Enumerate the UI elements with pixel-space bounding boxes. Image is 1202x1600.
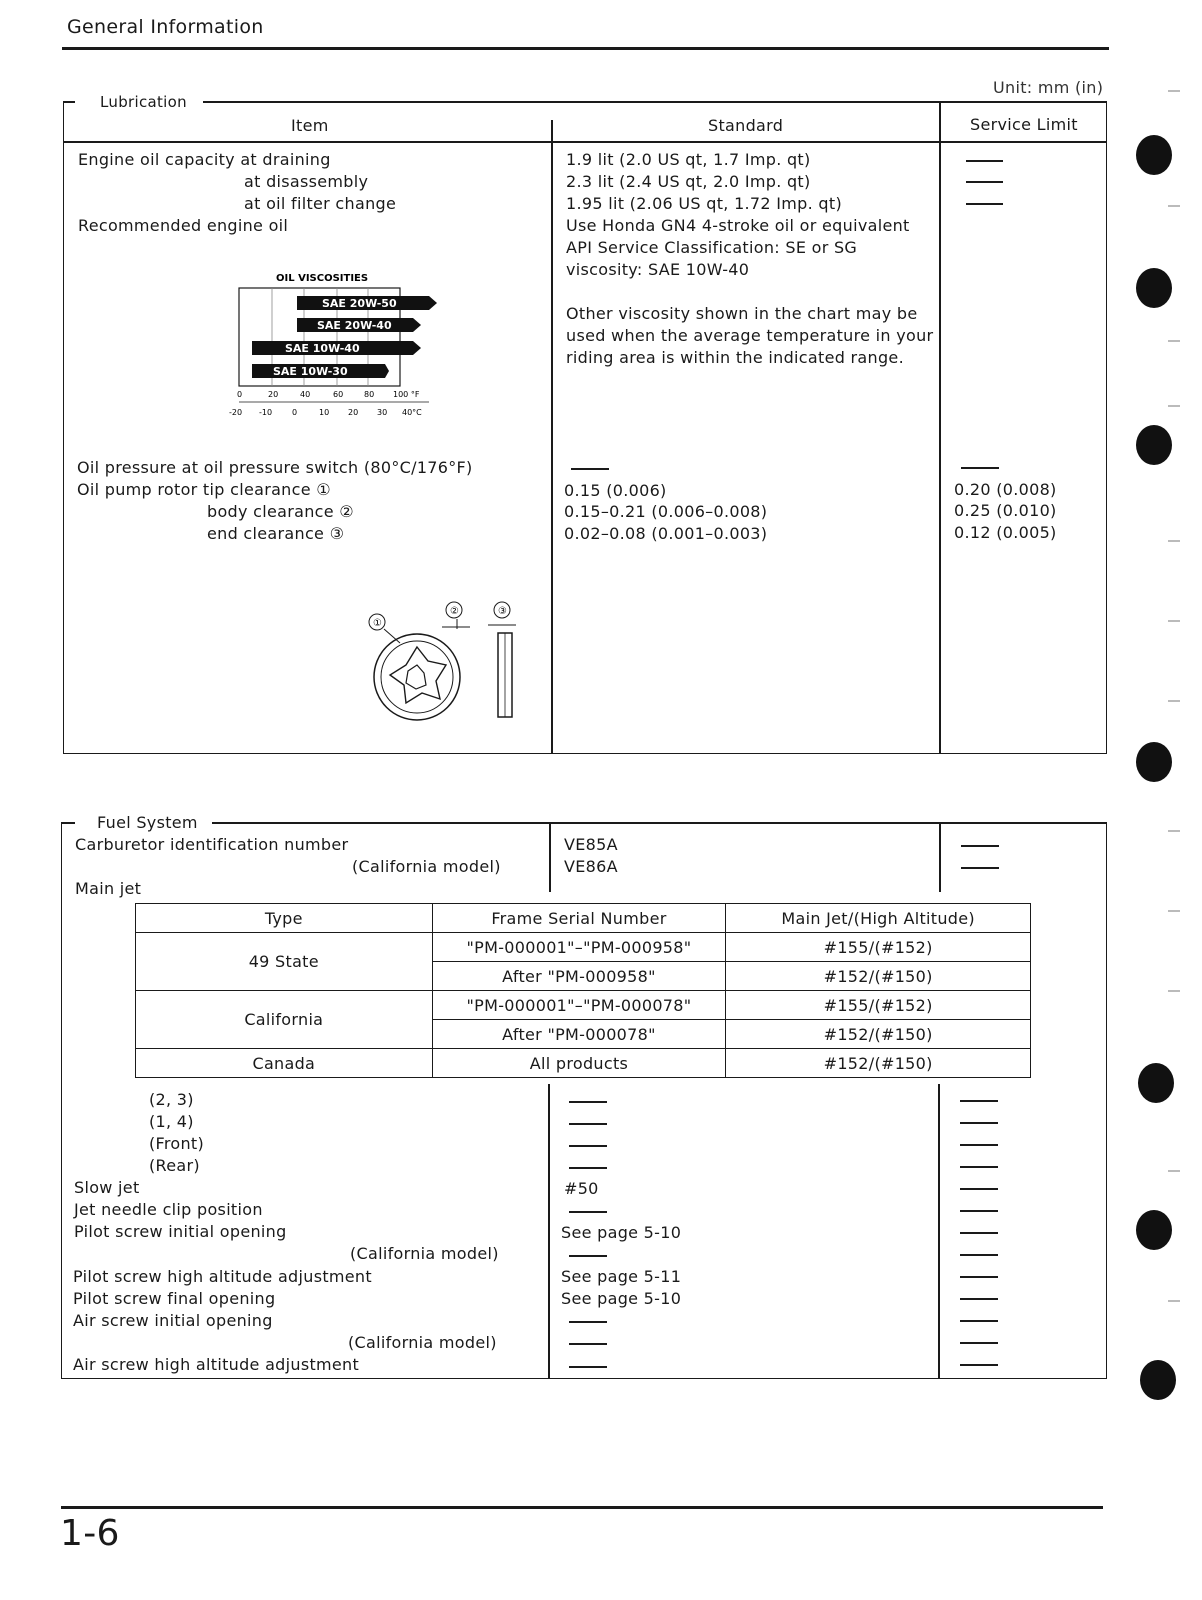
rotor-end-standard: 0.02–0.08 (0.001–0.003) bbox=[564, 524, 768, 543]
lubrication-section-label: Lubrication bbox=[100, 93, 187, 111]
sub-item-label: (2, 3) bbox=[149, 1090, 194, 1109]
viscosity-note-line3: riding area is within the indicated range. bbox=[566, 348, 904, 367]
margin-mark bbox=[1168, 1170, 1180, 1172]
viscosity-chart-title: OIL VISCOSITIES bbox=[276, 273, 369, 284]
margin-mark bbox=[1168, 340, 1180, 342]
limit-dash bbox=[960, 1166, 998, 1168]
rotor-outer-lobes bbox=[390, 647, 446, 703]
column-header-service-limit: Service Limit bbox=[970, 115, 1078, 134]
binder-hole bbox=[1136, 425, 1172, 465]
f-tick: 20 bbox=[268, 390, 279, 399]
standard-dash bbox=[569, 1321, 607, 1323]
margin-mark bbox=[1168, 540, 1180, 542]
jet-cell: #155/(#152) bbox=[726, 933, 1031, 962]
jet-cell: #155/(#152) bbox=[726, 991, 1031, 1020]
air-california-label: (California model) bbox=[348, 1333, 497, 1352]
unit-note: Unit: mm (in) bbox=[993, 78, 1104, 97]
viscosity-bar-label: SAE 20W-50 bbox=[322, 297, 397, 310]
oil-viscosity-chart bbox=[225, 268, 440, 420]
jet-cell: #152/(#150) bbox=[726, 1020, 1031, 1049]
margin-mark bbox=[1168, 910, 1180, 912]
limit-dash bbox=[960, 1364, 998, 1366]
binder-hole bbox=[1140, 1360, 1176, 1400]
table-header-type: Type bbox=[136, 904, 433, 933]
limit-dash bbox=[960, 1210, 998, 1212]
table-header-serial: Frame Serial Number bbox=[432, 904, 726, 933]
f-tick: 40 bbox=[300, 390, 311, 399]
margin-mark bbox=[1168, 700, 1180, 702]
main-jet-label: Main jet bbox=[75, 879, 142, 898]
page-number: 1-6 bbox=[60, 1513, 120, 1554]
margin-mark bbox=[1168, 405, 1180, 407]
f-tick: 100 °F bbox=[393, 390, 420, 399]
serial-cell: After "PM-000078" bbox=[432, 1020, 726, 1049]
limit-dash bbox=[961, 467, 999, 469]
sub-item-label: (1, 4) bbox=[149, 1112, 194, 1131]
pilot-initial-value: See page 5-10 bbox=[561, 1223, 682, 1242]
rotor-body-label: body clearance ② bbox=[207, 502, 354, 521]
rotor-inner bbox=[406, 665, 426, 689]
f-tick: 80 bbox=[364, 390, 375, 399]
standard-dash bbox=[569, 1366, 607, 1368]
oil-capacity-draining-value: 1.9 lit (2.0 US qt, 1.7 Imp. qt) bbox=[566, 150, 811, 169]
table-row bbox=[136, 1049, 1031, 1078]
column-header-item: Item bbox=[291, 116, 329, 135]
limit-dash bbox=[966, 203, 1003, 205]
limit-dash bbox=[966, 181, 1003, 183]
margin-mark bbox=[1168, 830, 1180, 832]
rotor-tip-standard: 0.15 (0.006) bbox=[564, 481, 667, 500]
pilot-final-value: See page 5-10 bbox=[561, 1289, 682, 1308]
frame-top-left bbox=[63, 101, 75, 103]
table-row bbox=[136, 933, 1031, 962]
standard-dash bbox=[569, 1145, 607, 1147]
c-tick: 0 bbox=[292, 408, 298, 417]
margin-mark bbox=[1168, 90, 1180, 92]
c-tick: 20 bbox=[348, 408, 359, 417]
jet-needle-label: Jet needle clip position bbox=[74, 1200, 263, 1219]
oil-pump-rotor-diagram bbox=[360, 595, 530, 730]
sub-item-label: (Rear) bbox=[149, 1156, 200, 1175]
limit-dash bbox=[960, 1232, 998, 1234]
footer-rule bbox=[61, 1506, 1103, 1509]
standard-dash bbox=[569, 1211, 607, 1213]
f-tick: 0 bbox=[237, 390, 243, 399]
oil-capacity-draining-label: Engine oil capacity at draining bbox=[78, 150, 331, 169]
frame-top-right bbox=[212, 822, 1106, 824]
main-jet-table bbox=[135, 903, 1031, 1078]
oil-capacity-disassembly-value: 2.3 lit (2.4 US qt, 2.0 Imp. qt) bbox=[566, 172, 811, 191]
col-divider-2 bbox=[939, 822, 941, 892]
air-high-altitude-label: Air screw high altitude adjustment bbox=[73, 1355, 360, 1374]
serial-cell: "PM-000001"–"PM-000078" bbox=[432, 991, 726, 1020]
sub-item-label: (Front) bbox=[149, 1134, 205, 1153]
standard-dash bbox=[569, 1101, 607, 1103]
standard-dash bbox=[569, 1343, 607, 1345]
frame-top-right bbox=[203, 101, 1106, 103]
recommended-oil-line2: API Service Classification: SE or SG bbox=[566, 238, 858, 257]
standard-dash bbox=[569, 1123, 607, 1125]
air-initial-label: Air screw initial opening bbox=[73, 1311, 273, 1330]
oil-pressure-label: Oil pressure at oil pressure switch (80°C/176°F) bbox=[77, 458, 473, 477]
viscosity-bar-label: SAE 10W-40 bbox=[285, 342, 360, 355]
rotor-tip-label: Oil pump rotor tip clearance ① bbox=[77, 480, 331, 499]
pilot-high-altitude-value: See page 5-11 bbox=[561, 1267, 682, 1286]
callout-2: ② bbox=[450, 606, 459, 617]
binder-hole bbox=[1136, 135, 1172, 175]
table-header-main-jet: Main Jet/(High Altitude) bbox=[726, 904, 1031, 933]
standard-dash bbox=[571, 468, 609, 470]
f-tick: 60 bbox=[333, 390, 344, 399]
callout-1: ① bbox=[373, 618, 382, 629]
c-tick: 30 bbox=[377, 408, 388, 417]
type-cell-canada: Canada bbox=[136, 1049, 433, 1078]
table-row bbox=[136, 991, 1031, 1020]
serial-cell: After "PM-000958" bbox=[432, 962, 726, 991]
rotor-body-standard: 0.15–0.21 (0.006–0.008) bbox=[564, 502, 768, 521]
slow-jet-value: #50 bbox=[564, 1179, 599, 1198]
serial-cell: All products bbox=[432, 1049, 726, 1078]
col-divider-1 bbox=[551, 120, 553, 753]
carb-id-value: VE85A bbox=[564, 835, 618, 854]
c-tick: 10 bbox=[319, 408, 330, 417]
binder-hole bbox=[1136, 268, 1172, 308]
oil-capacity-filter-label: at oil filter change bbox=[244, 194, 397, 213]
type-cell-california: California bbox=[136, 991, 433, 1049]
frame-top-left bbox=[61, 822, 75, 824]
c-tick: -20 bbox=[229, 408, 243, 417]
recommended-oil-line1: Use Honda GN4 4-stroke oil or equivalent bbox=[566, 216, 910, 235]
binder-hole bbox=[1136, 742, 1172, 782]
viscosity-note-line2: used when the average temperature in your bbox=[566, 326, 934, 345]
jet-cell: #152/(#150) bbox=[726, 1049, 1031, 1078]
carb-id-california-label: (California model) bbox=[352, 857, 501, 876]
standard-dash bbox=[569, 1167, 607, 1169]
standard-dash bbox=[569, 1255, 607, 1257]
c-tick: -10 bbox=[259, 408, 273, 417]
rotor-tip-limit: 0.20 (0.008) bbox=[954, 480, 1057, 499]
jet-cell: #152/(#150) bbox=[726, 962, 1031, 991]
limit-dash bbox=[961, 867, 999, 869]
oil-capacity-disassembly-label: at disassembly bbox=[244, 172, 369, 191]
limit-dash bbox=[960, 1144, 998, 1146]
limit-dash bbox=[960, 1342, 998, 1344]
carb-id-california-value: VE86A bbox=[564, 857, 618, 876]
c-tick: 40°C bbox=[402, 408, 422, 417]
margin-mark bbox=[1168, 620, 1180, 622]
col-divider-2 bbox=[939, 101, 941, 753]
limit-dash bbox=[961, 845, 999, 847]
pilot-high-altitude-label: Pilot screw high altitude adjustment bbox=[73, 1267, 372, 1286]
limit-dash bbox=[960, 1188, 998, 1190]
viscosity-bar-label: SAE 20W-40 bbox=[317, 319, 392, 332]
type-cell-49-state: 49 State bbox=[136, 933, 433, 991]
limit-dash bbox=[960, 1276, 998, 1278]
recommended-oil-label: Recommended engine oil bbox=[78, 216, 289, 235]
limit-dash bbox=[960, 1320, 998, 1322]
rotor-end-limit: 0.12 (0.005) bbox=[954, 523, 1057, 542]
callout-3: ③ bbox=[498, 606, 507, 617]
limit-dash bbox=[960, 1122, 998, 1124]
column-header-standard: Standard bbox=[708, 116, 784, 135]
margin-mark bbox=[1168, 990, 1180, 992]
recommended-oil-line3: viscosity: SAE 10W-40 bbox=[566, 260, 750, 279]
viscosity-note-line1: Other viscosity shown in the chart may be bbox=[566, 304, 918, 323]
rotor-body-limit: 0.25 (0.010) bbox=[954, 501, 1057, 520]
col-divider-1 bbox=[549, 822, 551, 892]
limit-dash bbox=[960, 1254, 998, 1256]
serial-cell: "PM-000001"–"PM-000958" bbox=[432, 933, 726, 962]
fuel-system-section-label: Fuel System bbox=[97, 813, 198, 832]
binder-hole bbox=[1138, 1063, 1174, 1103]
pilot-california-label: (California model) bbox=[350, 1244, 499, 1263]
page-header-title: General Information bbox=[67, 16, 264, 38]
col-divider-1 bbox=[548, 1084, 550, 1378]
carb-id-label: Carburetor identification number bbox=[75, 835, 349, 854]
column-header-rule bbox=[63, 141, 1106, 143]
binder-hole bbox=[1136, 1210, 1172, 1250]
slow-jet-label: Slow jet bbox=[74, 1178, 140, 1197]
oil-capacity-filter-value: 1.95 lit (2.06 US qt, 1.72 Imp. qt) bbox=[566, 194, 842, 213]
limit-dash bbox=[966, 160, 1003, 162]
viscosity-bar-label: SAE 10W-30 bbox=[273, 365, 348, 378]
margin-mark bbox=[1168, 1300, 1180, 1302]
table-header-row bbox=[136, 904, 1031, 933]
pilot-initial-label: Pilot screw initial opening bbox=[74, 1222, 287, 1241]
limit-dash bbox=[960, 1298, 998, 1300]
callout-leader bbox=[384, 629, 400, 643]
header-rule bbox=[62, 47, 1109, 50]
rotor-end-label: end clearance ③ bbox=[207, 524, 345, 543]
pilot-final-label: Pilot screw final opening bbox=[73, 1289, 276, 1308]
col-divider-2 bbox=[938, 1084, 940, 1378]
margin-mark bbox=[1168, 205, 1180, 207]
limit-dash bbox=[960, 1100, 998, 1102]
